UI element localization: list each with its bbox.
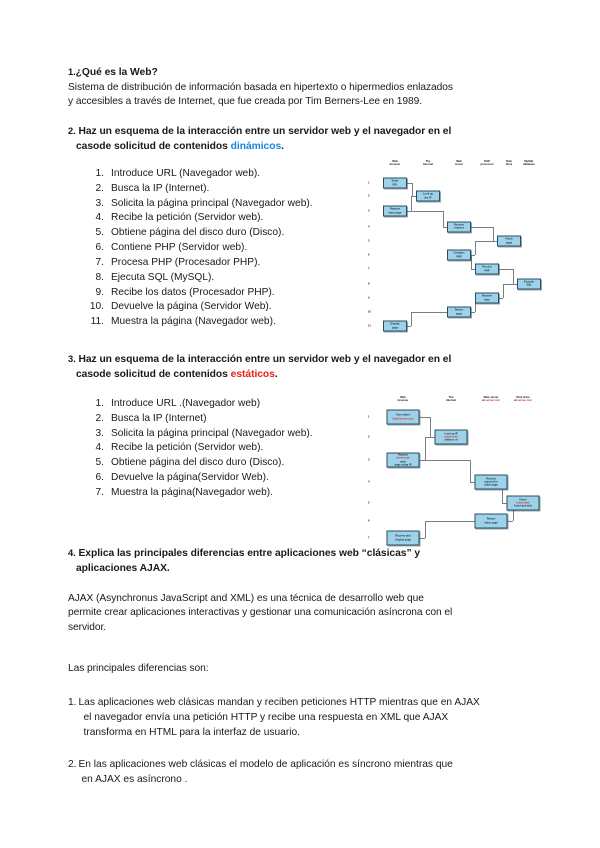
diagram-step-label — [482, 266, 492, 272]
diagram-column-header-line-2: drive — [505, 163, 513, 167]
diagram-connector — [499, 269, 513, 270]
diagram-step-label — [390, 323, 399, 329]
diagram-step-number: 9 — [368, 296, 370, 300]
ajax-definition-line-2: permite crear aplicaciones interactivas y gestionar una comunicación asíncrona con el — [68, 607, 453, 619]
diagram-step-box — [475, 475, 508, 490]
diagram-connector — [508, 521, 513, 522]
list-item-label: Ejecuta SQL (MySQL). — [111, 271, 215, 283]
diagram-connector — [503, 284, 504, 299]
diagram-step-label — [395, 454, 412, 467]
diagram-step-label-part: PHP — [484, 269, 490, 272]
diagram-step-number: 6 — [368, 253, 370, 257]
list-item-label: Obtiene página del disco duro (Disco). — [111, 227, 285, 239]
diagram-step-label — [514, 498, 532, 507]
diagram-step-number: 1 — [368, 181, 370, 185]
diagram-connector — [425, 521, 475, 522]
question-4-paragraph-2 — [68, 662, 540, 676]
diagram-step-label-highlight: server.com — [444, 435, 458, 439]
diagram-step-label-part: Enter — [391, 179, 399, 183]
diagram-column-header — [423, 160, 433, 167]
list-item-label: Recibe la petición (Servidor web). — [111, 212, 264, 224]
diagram-step-number: 11 — [368, 324, 371, 328]
question-2-heading — [68, 125, 540, 155]
diagram-column-header-line-1: MySQL — [524, 160, 534, 163]
diagram-column-header-line-2: browser — [397, 399, 409, 403]
diagram-step-label-part: Look up IP — [444, 432, 458, 436]
list-item-number: 2. — [95, 182, 104, 194]
diagram-step-number: 5 — [368, 239, 370, 243]
diagram-step-label — [524, 280, 534, 286]
list-item-label: Recibe los datos (Procesador PHP). — [111, 286, 275, 298]
diagram-column-header — [446, 396, 456, 403]
diagram-connector — [471, 227, 493, 228]
diagram-step-label-part: page — [455, 312, 463, 315]
diagram-step-label-part: Contains — [453, 251, 465, 255]
diagram-connector — [499, 298, 503, 299]
list-item-number: 4. — [95, 442, 104, 454]
diagram-step-label — [395, 535, 411, 541]
diagram-step-box — [387, 453, 420, 468]
diagram-step-label — [393, 414, 414, 420]
list-item-label: Devuelve la página (Servidor Web). — [111, 301, 272, 313]
question-4-heading-line-2: aplicaciones AJAX. — [76, 562, 170, 574]
difference-1-line-2: el navegador envía una petición HTTP y recibe una respuesta en XML que AJAX — [83, 711, 449, 723]
diagram-connector — [411, 196, 412, 211]
diagram-connector — [411, 312, 447, 313]
diagram-step-label-part: URL — [392, 183, 398, 186]
diagram-column-header-line-1: The — [425, 160, 431, 163]
diagram-connector — [443, 211, 444, 227]
diagram-step-label — [423, 193, 433, 199]
static-content-request-diagram — [367, 392, 539, 544]
question-3-keyword-estaticos: estáticos — [230, 368, 275, 380]
diagram-connector — [493, 227, 494, 242]
question-2-number: 2. — [68, 126, 76, 136]
diagram-step-label-part: display page — [395, 538, 411, 541]
diagram-column-header-line-1: Web server — [483, 396, 499, 399]
difference-2-line-1: En las aplicaciones web clásicas el modelo de aplicación es síncrono mientras que — [78, 759, 453, 770]
diagram-step-label-part: Request — [397, 453, 409, 457]
diagram-step-number: 1 — [368, 415, 370, 419]
list-item-number: 4. — [95, 212, 104, 224]
diagram-step-box — [507, 496, 540, 511]
list-item-label: Solicita la página principal (Navegador web). — [111, 197, 313, 209]
diagram-step-label-part: request — [454, 226, 464, 230]
list-item-label: Procesa PHP (Procesador PHP). — [111, 256, 261, 268]
diagram-step-box — [475, 264, 499, 275]
diagram-column-header-line-2: at server.com — [482, 399, 500, 403]
diagram-column-header-domain: server.com — [485, 399, 500, 403]
diagram-step-label-part: page using IP — [394, 463, 412, 467]
question-4-heading — [68, 547, 540, 577]
diagram-column-header-line-1: Web — [400, 396, 406, 399]
diagram-connector — [503, 284, 517, 285]
diagram-step-label-part: Request — [389, 207, 401, 211]
diagram-step-box — [387, 531, 420, 546]
diagram-step-box — [387, 410, 420, 425]
diagram-column-header — [482, 396, 500, 403]
difference-item-1 — [68, 696, 540, 740]
diagram-column-header-line-2: processor — [480, 163, 494, 167]
diagram-step-box — [517, 278, 541, 289]
dynamic-diagram-canvas — [367, 153, 539, 338]
list-item-label: Contiene PHP (Servidor web). — [111, 242, 248, 254]
diagram-column-header — [523, 160, 535, 167]
list-item-label: Muestra la página(Navegador web). — [111, 486, 273, 498]
list-item-number: 7. — [95, 486, 104, 498]
list-item-number: 1. — [95, 398, 104, 409]
diagram-step-label — [444, 432, 458, 441]
diagram-connector — [471, 255, 475, 256]
diagram-column-header-line-1: Web — [456, 160, 462, 163]
diagram-step-label-part: index page — [484, 521, 498, 524]
diagram-column-header-line-2: database — [523, 163, 535, 167]
diagram-step-number: 3 — [368, 458, 370, 462]
list-item-label: Introduce URL .(Navegador web) — [111, 398, 261, 409]
diagram-connector — [407, 326, 411, 327]
question-3-number: 3. — [68, 354, 76, 364]
diagram-step-label-part: page — [391, 326, 399, 329]
diagram-step-label — [482, 295, 492, 301]
question-2-heading-prefix: casode solicitud de contenidos — [76, 140, 231, 152]
diagram-step-box — [383, 321, 407, 332]
dynamic-content-request-diagram — [367, 153, 539, 338]
diagram-step-label-part: SQL — [526, 283, 532, 287]
diagram-step-number: 2 — [368, 435, 370, 439]
list-item-label: Obtiene página del disco duro (Disco). — [111, 457, 285, 469]
difference-item-2 — [68, 758, 540, 788]
diagram-step-label-part: Receive and — [395, 534, 411, 538]
diagram-step-number: 4 — [368, 225, 370, 228]
question-3-heading-line-1: Haz un esquema de la interacción entre un servidor web y el navegador en el — [78, 354, 452, 365]
list-item-number: 8. — [95, 271, 104, 283]
diagram-column-header-line-1: The — [448, 396, 454, 399]
diagram-step-number: 3 — [368, 209, 370, 213]
diagram-column-header — [506, 160, 513, 167]
diagram-step-label — [455, 309, 463, 315]
diagram-step-number: 6 — [368, 519, 370, 523]
list-item-number: 7. — [95, 256, 104, 268]
question-3-heading-prefix: casode solicitud de contenidos — [76, 368, 231, 380]
diagram-column-header-line-2: internet — [445, 399, 457, 403]
diagram-step-box — [475, 514, 508, 529]
diagram-column-header-line-2: server — [454, 163, 464, 167]
question-3-heading-suffix: . — [274, 368, 278, 380]
list-item-label: Muestra la página (Navegador web). — [111, 316, 276, 328]
question-2-keyword-dinamicos: dinámicos — [230, 140, 282, 152]
diagram-step-label — [484, 477, 498, 486]
list-item-number: 6. — [95, 472, 104, 484]
question-2-heading-suffix: . — [281, 140, 284, 152]
list-item-label: Solicita la página principal (Navegador web). — [111, 427, 313, 439]
question-1-title: ¿Qué es la Web? — [75, 67, 158, 78]
diagram-column-header — [480, 160, 493, 167]
list-item-number: 6. — [95, 242, 104, 254]
diagram-column-header — [514, 396, 532, 403]
diagram-step-label-part: main — [399, 460, 407, 463]
diagram-connector — [411, 312, 412, 326]
diagram-step-box — [383, 206, 407, 217]
list-item-label: Devuelve la página(Servidor Web). — [111, 472, 269, 484]
list-item-number: 5. — [95, 457, 104, 469]
question-1-heading — [68, 66, 540, 81]
diagram-column-header-line-2: at server.com — [514, 399, 532, 403]
list-item-number: 5. — [95, 227, 104, 239]
diagram-step-label-part: Receive — [482, 294, 492, 298]
diagram-column-header — [455, 160, 463, 167]
list-item-label: Introduce URL (Navegador web). — [111, 168, 261, 179]
question-1-number: 1. — [68, 67, 76, 77]
question-2-heading-line-1: Haz un esquema de la interacción entre un servidor web y el navegador en el — [78, 126, 452, 137]
diagram-step-label-part: Return — [486, 517, 496, 521]
diagram-step-label-part: Execute — [524, 280, 534, 284]
diagram-column-header-line-1: Disk drive — [516, 396, 530, 399]
diagram-connector — [425, 437, 435, 438]
static-diagram-canvas — [367, 392, 539, 544]
diagram-step-box — [475, 293, 499, 304]
diagram-step-label — [454, 223, 464, 229]
diagram-connector — [470, 460, 471, 482]
diagram-connector — [513, 269, 514, 284]
diagram-step-label-part: Process — [481, 265, 493, 269]
diagram-connector — [475, 241, 476, 255]
difference-2-number: 2. — [68, 759, 77, 770]
diagram-step-number: 5 — [368, 501, 370, 505]
diagram-step-label-part: Receive — [486, 477, 496, 481]
list-item-number: 1. — [95, 168, 104, 179]
diagram-step-label — [506, 238, 513, 244]
diagram-column-header-domain: server.com — [517, 399, 532, 403]
question-3-heading-line-2 — [68, 368, 540, 383]
diagram-step-label-part: Look up — [422, 192, 434, 196]
diagram-column-header-line-2: browser — [389, 163, 401, 167]
diagram-step-box — [447, 221, 471, 232]
diagram-column-header-line-1: Web — [392, 160, 398, 163]
list-item-number: 3. — [95, 427, 104, 439]
difference-1-number: 1. — [68, 697, 77, 708]
diagram-connector — [420, 538, 425, 539]
diagram-step-label-part: the IP — [424, 196, 432, 199]
diagram-connector — [471, 255, 472, 269]
diagram-step-number: 4 — [368, 480, 370, 484]
list-item-number: 10. — [89, 301, 104, 313]
list-item-number: 2. — [95, 412, 104, 424]
diagram-step-number: 7 — [368, 536, 370, 540]
diagram-step-label-part: Display — [390, 322, 400, 326]
diagram-step-label-part: request for — [484, 480, 498, 484]
diagram-connector — [430, 417, 431, 437]
list-item-label: Recibe la petición (Servidor web). — [111, 442, 264, 454]
diagram-step-label-part: main page — [388, 211, 402, 214]
diagram-step-label-part: User enters — [395, 413, 411, 417]
diagram-step-box — [447, 307, 471, 318]
diagram-connector — [420, 417, 430, 418]
diagram-connector — [407, 211, 443, 212]
diagram-step-label — [389, 208, 402, 214]
diagram-step-label-part: Receive — [454, 223, 464, 227]
ajax-definition-line-3: servidor. — [68, 621, 107, 633]
diagram-step-label — [392, 180, 399, 186]
list-item-number: 3. — [95, 197, 104, 209]
question-4-heading-line-1: Explica las principales diferencias entre aplicaciones web “clásicas” y — [78, 548, 421, 559]
diagram-step-box — [383, 178, 407, 189]
diagram-step-number: 10 — [368, 310, 371, 314]
diagram-column-header-line-2: Internet — [422, 163, 434, 167]
question-4-number: 4. — [68, 548, 76, 558]
diagram-step-number: 8 — [368, 282, 370, 285]
diagram-step-box — [447, 250, 471, 261]
diagram-column-header — [390, 160, 401, 167]
diagram-step-label — [453, 252, 464, 258]
question-3-heading — [68, 353, 540, 383]
diagram-step-label-part: Return — [454, 308, 464, 312]
diagram-connector — [425, 437, 426, 460]
diagram-step-label-highlight: http://server.com — [392, 417, 414, 420]
diagram-connector — [425, 521, 426, 538]
diagram-connector — [412, 183, 413, 196]
diagram-connector — [471, 312, 475, 313]
diagram-step-label-highlight: index.html — [516, 501, 530, 505]
diagram-step-number: 7 — [368, 267, 370, 271]
difference-2-line-2: en AJAX es asíncrono . — [81, 773, 188, 785]
question-1-answer-line-2: y accesibles a través de Internet, que fue creada por Tim Berners-Lee en 1989. — [68, 96, 423, 108]
difference-1-line-3: transforma en HTML para la interfaz de usuario. — [83, 726, 300, 738]
list-item-number: 11. — [90, 316, 104, 328]
diagram-step-box — [497, 236, 521, 247]
diagram-step-label-part: page — [505, 241, 513, 244]
question-1-answer-line-1: Sistema de distribución de información basada en hipertexto o hipermedios enlazados — [68, 81, 453, 93]
diagram-step-number: 2 — [368, 194, 370, 198]
question-4-paragraph-1 — [68, 592, 540, 635]
diagram-connector — [475, 241, 497, 242]
difference-1-line-1: Las aplicaciones web clásicas mandan y reciben peticiones HTTP mientras que en AJAX — [78, 697, 480, 708]
list-item-number: 9. — [95, 286, 104, 298]
diagram-column-header-line-1: PHP — [484, 160, 490, 163]
list-item-label: Busca la IP (Internet). — [111, 182, 210, 194]
question-1-block — [68, 66, 540, 110]
differences-intro: Las principales diferencias son: — [68, 663, 209, 674]
diagram-step-label-part: Fetch — [505, 237, 513, 241]
diagram-column-header-line-1: Disk — [506, 160, 512, 163]
diagram-step-label-part: from hard disk — [513, 504, 533, 508]
diagram-step-label-part: PHP — [456, 255, 462, 258]
list-item-label: Busca la IP (Internet) — [111, 412, 207, 424]
diagram-step-box — [416, 191, 440, 202]
diagram-connector — [420, 460, 470, 461]
diagram-column-header — [398, 396, 409, 403]
diagram-step-label-part: data — [484, 298, 490, 301]
diagram-step-box — [435, 430, 468, 445]
diagram-step-label-highlight: server.com — [396, 456, 410, 460]
diagram-step-label-part: index page — [484, 483, 498, 487]
diagram-step-label — [484, 518, 498, 524]
diagram-step-label-part: address of — [444, 438, 458, 442]
diagram-step-label-part: Fetch — [519, 498, 527, 502]
ajax-definition-line-1: AJAX (Asynchronus JavaScript and XML) es una técnica de desarrollo web que — [68, 593, 424, 604]
